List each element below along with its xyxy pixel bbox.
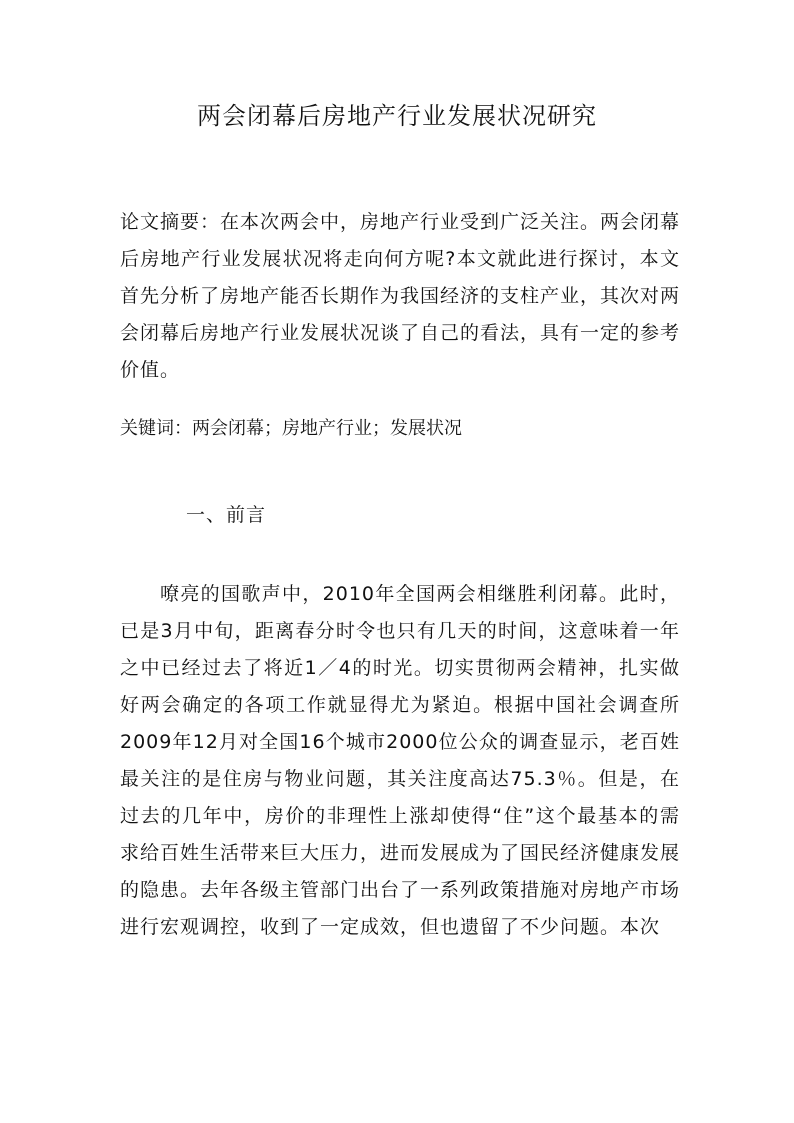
section-heading: 一、前言 xyxy=(186,504,267,526)
abstract-paragraph: 论文摘要：在本次两会中，房地产行业受到广泛关注。两会闭幕后房地产行业发展状况将走向何方呢?本文就此进行探讨，本文首先分析了房地产能否长期作为我国经济的支柱产业，其次对两会闭幕后房地产行业发展状况谈了自己的看法，具有一定的参考价值。 xyxy=(120,211,681,381)
document-title: 两会闭幕后房地产行业发展状况研究 xyxy=(197,102,597,130)
keywords-line: 关键词：两会闭幕；房地产行业；发展状况 xyxy=(120,418,462,439)
intro-paragraph: 嘹亮的国歌声中，2010年全国两会相继胜利闭幕。此时，已是3月中旬，距离春分时令也只有几天的时间，这意味着一年之中已经过去了将近1／4的时光。切实贯彻两会精神，扎实做好两会确定的各项工作就显得尤为紧迫。根据中国社会调查所2009年12月对全国16个城市2000位公众的调查显示，老百姓最关注的是住房与物业问题，其关注度高达75.3％。但是，在过去的几年中，房价的非理性上涨却使得“住”这个最基本的需求给百姓生活带来巨大压力，进而发展成为了国民经济健康发展的隐患。去年各级主管部门出台了一系列政策措施对房地产市场进行宏观调控，收到了一定成效，但也遗留了不少问题。本次 xyxy=(120,583,681,938)
